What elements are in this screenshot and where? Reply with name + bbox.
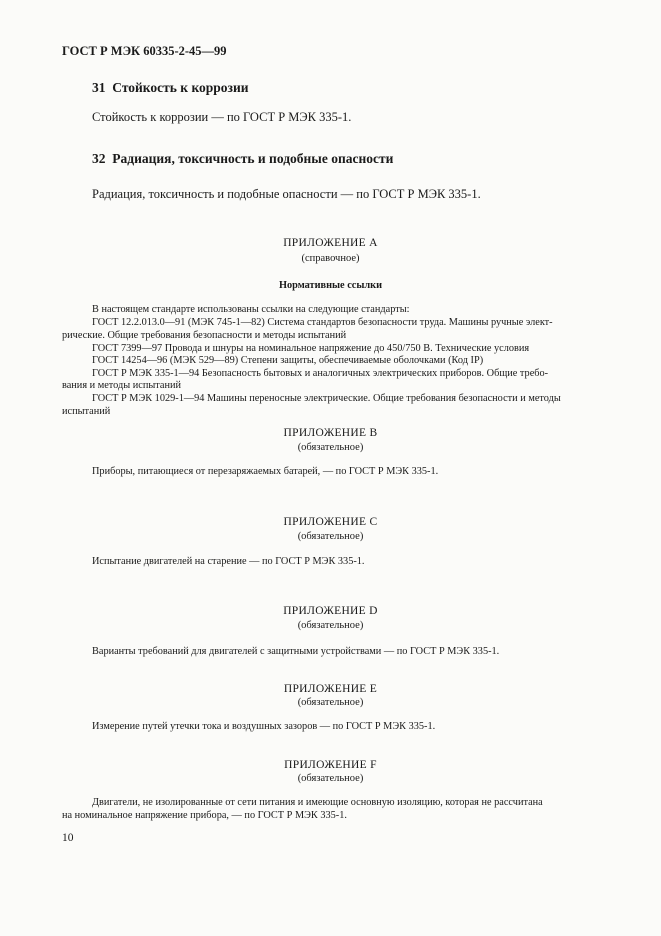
appendix-a-status: (справочное) <box>301 253 360 264</box>
appendix-c-status: (обязательное) <box>297 531 364 542</box>
section-title: Стойкость к коррозии <box>112 80 249 95</box>
appendix-a-heading: Нормативные ссылки <box>278 280 383 291</box>
appendix-e-title: ПРИЛОЖЕНИЕ Е <box>283 683 378 695</box>
appendix-d-status: (обязательное) <box>297 620 364 631</box>
appendix-e-status: (обязательное) <box>297 697 364 708</box>
appendix-f-text-line1: Двигатели, не изолированные от сети питания и имеющие основную изоляцию, которая не рассчитана <box>92 797 543 808</box>
appendix-a-line: В настоящем стандарте использованы ссылки на следующие стандарты: <box>92 304 410 315</box>
appendix-c-title: ПРИЛОЖЕНИЕ С <box>283 516 378 528</box>
appendix-a-line: ГОСТ 7399—97 Провода и шнуры на номинальное напряжение до 450/750 В. Технические условия <box>92 343 530 354</box>
appendix-a-line: ГОСТ Р МЭК 1029-1—94 Машины переносные электрические. Общие требования безопасности и методы <box>92 393 561 404</box>
appendix-e-text: Измерение путей утечки тока и воздушных зазоров — по ГОСТ Р МЭК 335-1. <box>92 721 436 732</box>
appendix-a-line: ГОСТ Р МЭК 335-1—94 Безопасность бытовых и аналогичных электрических приборов. Общие требо- <box>92 368 549 379</box>
appendix-b-title: ПРИЛОЖЕНИЕ В <box>283 427 378 439</box>
appendix-d-text: Варианты требований для двигателей с защитными устройствами — по ГОСТ Р МЭК 335-1. <box>92 646 500 657</box>
section-number: 32 <box>92 151 106 166</box>
appendix-f-title: ПРИЛОЖЕНИЕ F <box>284 759 377 771</box>
appendix-a-line: испытаний <box>62 406 111 417</box>
appendix-f-text-line2: на номинальное напряжение прибора, — по ГОСТ Р МЭК 335-1. <box>62 810 347 821</box>
appendix-b-status: (обязательное) <box>297 442 364 453</box>
page-number: 10 <box>62 832 74 844</box>
section-31-text: Стойкость к коррозии — по ГОСТ Р МЭК 335-1. <box>92 110 352 124</box>
appendix-a-line: ГОСТ 14254—96 (МЭК 529—89) Степени защиты, обеспечиваемые оболочками (Код IP) <box>92 355 484 366</box>
appendix-a-line: вания и методы испытаний <box>62 380 181 391</box>
section-number: 31 <box>92 80 106 95</box>
section-title: Радиация, токсичность и подобные опасности <box>112 151 394 166</box>
appendix-a-title: ПРИЛОЖЕНИЕ А <box>283 237 378 249</box>
section-32-heading <box>92 151 393 167</box>
appendix-a-line: рические. Общие требования безопасности и методы испытаний <box>62 330 347 341</box>
appendix-a-line: ГОСТ 12.2.013.0—91 (МЭК 745-1—82) Система стандартов безопасности труда. Машины ручные элект- <box>92 317 553 328</box>
appendix-d-title: ПРИЛОЖЕНИЕ D <box>283 605 378 617</box>
section-31-heading <box>92 80 249 96</box>
appendix-b-text: Приборы, питающиеся от перезаряжаемых батарей, — по ГОСТ Р МЭК 335-1. <box>92 466 439 477</box>
appendix-f-status: (обязательное) <box>297 773 364 784</box>
page-header: ГОСТ Р МЭК 60335-2-45—99 <box>62 44 227 58</box>
section-32-text: Радиация, токсичность и подобные опасности — по ГОСТ Р МЭК 335-1. <box>92 187 481 201</box>
appendix-c-text: Испытание двигателей на старение — по ГОСТ Р МЭК 335-1. <box>92 556 365 567</box>
